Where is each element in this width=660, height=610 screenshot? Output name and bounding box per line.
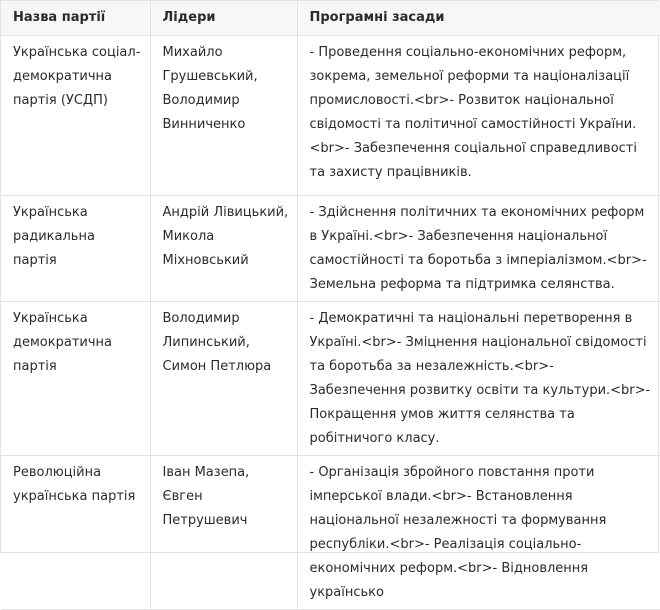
table-row [1, 301, 660, 455]
header-row [1, 1, 660, 35]
leaders-cell: Андрій Лівицький, Микола Міхновський [150, 195, 297, 301]
leaders-cell: Володимир Липинський, Симон Петлюра [150, 301, 297, 455]
leaders-cell: Іван Мазепа, Євген Петрушевич [150, 455, 297, 609]
program-cell: - Організація збройного повстання проти імперської влади.<br>- Встановлення національної незалежності та формування республіки.<br>- Реалізація соціально-економічних реформ.<br>- Відновлення українсько [297, 455, 660, 609]
program-cell: - Демократичні та національні перетворення в Україні.<br>- Зміцнення національної свідомості та боротьба за незалежність.<br>- Забезпечення розвитку освіти та культури.<br>- Покращення умов життя селянства та робітничого класу. [297, 301, 660, 455]
party-name-cell: Українська радикальна партія [1, 195, 150, 301]
party-name-cell: Українська демократична партія [1, 301, 150, 455]
program-cell: - Здійснення політичних та економічних реформ в Україні.<br>- Забезпечення національної самостійності та боротьба з імперіалізмом.<br>- Земельна реформа та підтримка селянства. [297, 195, 660, 301]
party-name-cell: Українська соціал-демократична партія (УСДП) [1, 35, 150, 195]
table-header [1, 1, 660, 35]
header-leaders: Лідери [150, 1, 297, 35]
table-row [1, 455, 660, 609]
table-body [1, 35, 660, 609]
party-name-cell: Революційна українська партія [1, 455, 150, 609]
table-row [1, 35, 660, 195]
header-party-name: Назва партії [1, 1, 150, 35]
leaders-cell: Михайло Грушевський, Володимир Винниченко [150, 35, 297, 195]
table-row [1, 195, 660, 301]
header-program: Програмні засади [297, 1, 660, 35]
program-cell: - Проведення соціально-економічних реформ, зокрема, земельної реформи та націоналізації промисловості.<br>- Розвиток національної свідомості та політичної самостійності України.<br>- Забезпечення соціальної справедливості та захисту працівників. [297, 35, 660, 195]
parties-table [1, 1, 660, 610]
